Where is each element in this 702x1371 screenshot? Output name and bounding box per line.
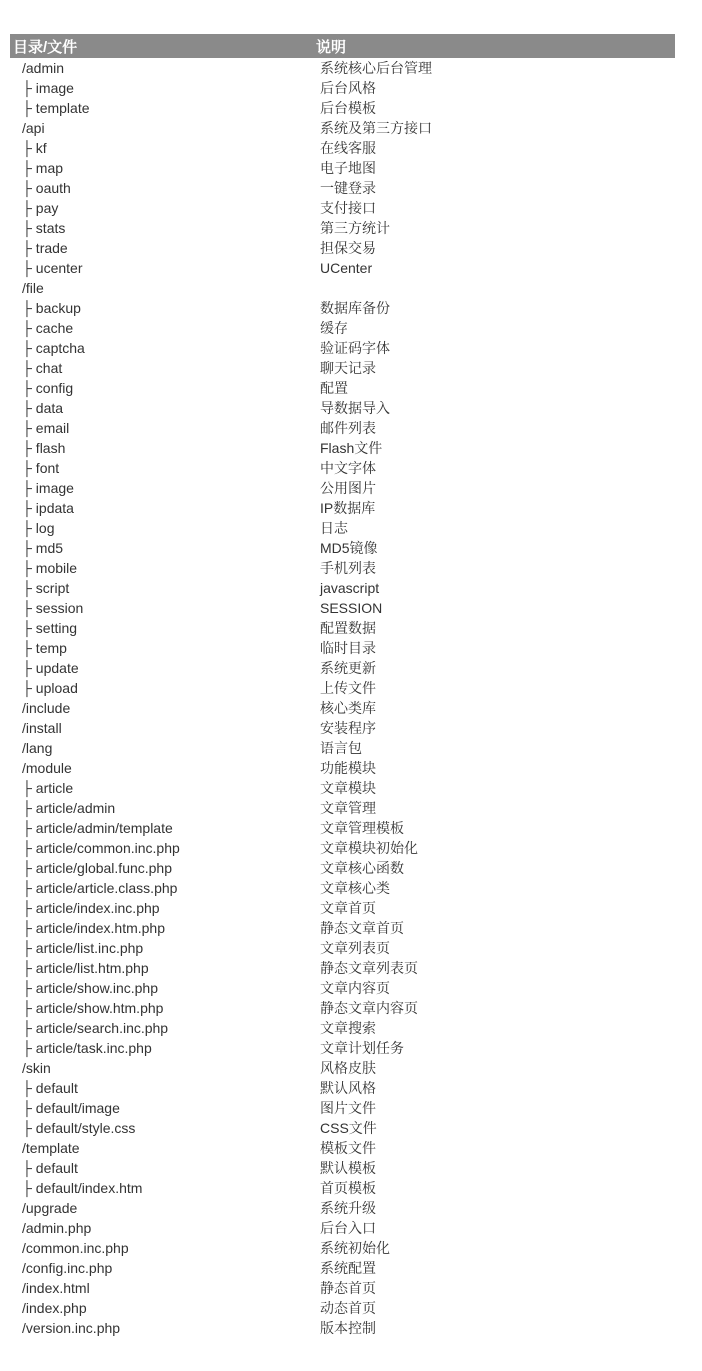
table-row (10, 198, 675, 218)
table-row (10, 98, 675, 118)
description-cell: CSS文件 (320, 1120, 377, 1136)
table-row (10, 578, 675, 598)
path-cell: ├ ucenter (22, 260, 83, 276)
description-cell: 系统核心后台管理 (320, 60, 432, 76)
table-row (10, 938, 675, 958)
path-cell: /lang (22, 740, 53, 756)
description-cell: 日志 (320, 520, 348, 536)
description-cell: 文章列表页 (320, 940, 390, 956)
path-cell: ├ mobile (22, 560, 78, 576)
path-cell: ├ ipdata (22, 500, 74, 516)
description-cell: 导数据导入 (320, 400, 390, 416)
table-row (10, 58, 675, 78)
path-cell: /index.html (22, 1280, 90, 1296)
path-cell: ├ trade (22, 240, 68, 256)
path-cell: ├ article/search.inc.php (22, 1020, 169, 1036)
description-cell: 静态文章内容页 (320, 1000, 418, 1016)
path-cell: /common.inc.php (22, 1240, 129, 1256)
path-cell: ├ article/admin (22, 800, 116, 816)
path-cell: /skin (22, 1060, 51, 1076)
description-cell: 默认风格 (320, 1080, 376, 1096)
path-cell: ├ image (22, 480, 74, 496)
table-row (10, 398, 675, 418)
description-cell: 核心类库 (320, 700, 376, 716)
table-row (10, 1258, 675, 1278)
path-cell: ├ kf (22, 140, 47, 156)
path-cell: ├ data (22, 400, 64, 416)
table-row (10, 1298, 675, 1318)
table-row (10, 758, 675, 778)
description-cell: 文章核心类 (320, 880, 390, 896)
table-row (10, 538, 675, 558)
path-cell: /index.php (22, 1300, 87, 1316)
table-header-row (10, 34, 675, 58)
path-cell: /module (22, 760, 72, 776)
path-cell: ├ upload (22, 680, 78, 696)
description-cell: 中文字体 (320, 460, 376, 476)
table-row (10, 878, 675, 898)
path-cell: ├ article/index.inc.php (22, 900, 160, 916)
description-cell: 支付接口 (320, 200, 376, 216)
description-cell (310, 278, 675, 298)
table-row (10, 118, 675, 138)
description-cell: 静态文章列表页 (320, 960, 418, 976)
table-row (10, 818, 675, 838)
table-row (10, 378, 675, 398)
description-cell: 风格皮肤 (320, 1060, 376, 1076)
table-row (10, 1038, 675, 1058)
table-row (10, 1138, 675, 1158)
path-cell: /api (22, 120, 45, 136)
path-cell: ├ stats (22, 220, 66, 236)
description-cell: 首页模板 (320, 1180, 376, 1196)
table-row (10, 678, 675, 698)
description-cell: 上传文件 (320, 680, 376, 696)
description-cell: 一键登录 (320, 180, 376, 196)
description-cell: 缓存 (320, 320, 348, 336)
table-row (10, 838, 675, 858)
description-cell: 配置 (320, 380, 348, 396)
description-cell: 文章首页 (320, 900, 376, 916)
description-cell: 图片文件 (320, 1100, 376, 1116)
table-row (10, 998, 675, 1018)
description-cell: 后台模板 (320, 100, 376, 116)
description-cell: 安装程序 (320, 720, 376, 736)
description-cell: javascript (320, 580, 380, 596)
path-cell: ├ session (22, 600, 84, 616)
path-cell: ├ article/global.func.php (22, 860, 173, 876)
description-cell: 系统配置 (320, 1260, 376, 1276)
description-cell: 默认模板 (320, 1160, 376, 1176)
path-cell: ├ backup (22, 300, 81, 316)
path-cell: ├ article/list.inc.php (22, 940, 144, 956)
directory-structure-table (10, 34, 675, 1338)
path-cell: ├ setting (22, 620, 78, 636)
description-cell: 语言包 (320, 740, 362, 756)
table-row (10, 358, 675, 378)
description-cell: 系统及第三方接口 (320, 120, 432, 136)
description-cell: 文章模块 (320, 780, 376, 796)
path-cell: ├ log (22, 520, 55, 536)
description-cell: 动态首页 (320, 1300, 376, 1316)
path-cell: ├ captcha (22, 340, 85, 356)
table-row (10, 1278, 675, 1298)
description-cell: 手机列表 (320, 560, 376, 576)
table-row (10, 1118, 675, 1138)
description-cell: 后台入口 (320, 1220, 376, 1236)
path-cell: ├ update (22, 660, 79, 676)
path-cell: ├ flash (22, 440, 66, 456)
path-cell: ├ article/common.inc.php (22, 840, 180, 856)
table-row (10, 778, 675, 798)
description-cell: 系统升级 (320, 1200, 376, 1216)
path-cell: /upgrade (22, 1200, 78, 1216)
path-cell: ├ cache (22, 320, 74, 336)
table-row (10, 238, 675, 258)
table-row (10, 1098, 675, 1118)
table-row (10, 278, 675, 298)
table-row (10, 418, 675, 438)
path-cell: ├ script (22, 580, 70, 596)
path-cell: ├ config (22, 380, 74, 396)
table-row (10, 518, 675, 538)
path-cell: ├ image (22, 80, 74, 96)
path-cell: ├ article/task.inc.php (22, 1040, 152, 1056)
description-cell: IP数据库 (320, 500, 376, 516)
path-cell: ├ article/show.htm.php (22, 1000, 164, 1016)
path-cell: ├ temp (22, 640, 67, 656)
table-row (10, 1318, 675, 1338)
path-cell: ├ default (22, 1080, 78, 1096)
table-row (10, 558, 675, 578)
table-row (10, 1218, 675, 1238)
path-cell: /config.inc.php (22, 1260, 113, 1276)
description-cell: 模板文件 (320, 1140, 376, 1156)
table-row (10, 498, 675, 518)
table-row (10, 218, 675, 238)
path-cell: ├ chat (22, 360, 63, 376)
path-cell: /install (22, 720, 62, 736)
table-row (10, 618, 675, 638)
description-cell: MD5镜像 (320, 540, 378, 556)
table-row (10, 638, 675, 658)
table-row (10, 1178, 675, 1198)
description-cell: 配置数据 (320, 620, 376, 636)
description-cell: 邮件列表 (320, 420, 376, 436)
table-row (10, 458, 675, 478)
path-cell: ├ article/index.htm.php (22, 920, 165, 936)
table-row (10, 138, 675, 158)
path-cell: ├ md5 (22, 540, 64, 556)
path-cell: ├ map (22, 160, 64, 176)
path-cell: ├ default/style.css (22, 1120, 136, 1136)
table-row (10, 798, 675, 818)
table-row (10, 298, 675, 318)
description-cell: 文章内容页 (320, 980, 390, 996)
path-cell: ├ pay (22, 200, 59, 216)
description-cell: 公用图片 (320, 480, 376, 496)
table-row (10, 78, 675, 98)
table-row (10, 478, 675, 498)
path-cell: ├ article/show.inc.php (22, 980, 158, 996)
path-cell: ├ article/article.class.php (22, 880, 178, 896)
table-row (10, 1158, 675, 1178)
path-cell: ├ default (22, 1160, 78, 1176)
description-cell: 验证码字体 (320, 340, 390, 356)
table-row (10, 858, 675, 878)
description-cell: 聊天记录 (320, 360, 376, 376)
table-row (10, 718, 675, 738)
path-cell: ├ oauth (22, 180, 71, 196)
column-header-description: 说明 (310, 34, 675, 58)
description-cell: 后台风格 (320, 80, 376, 96)
description-cell: 文章计划任务 (320, 1040, 404, 1056)
description-cell: SESSION (320, 600, 383, 616)
column-header-path: 目录/文件 (10, 34, 310, 58)
path-cell: ├ default/image (22, 1100, 120, 1116)
description-cell: 担保交易 (320, 240, 376, 256)
table-row (10, 658, 675, 678)
path-cell: ├ email (22, 420, 70, 436)
path-cell: /include (22, 700, 71, 716)
description-cell: 静态首页 (320, 1280, 376, 1296)
description-cell: 系统更新 (320, 660, 376, 676)
description-cell: 功能模块 (320, 760, 376, 776)
table-row (10, 1198, 675, 1218)
table-row (10, 1058, 675, 1078)
table-row (10, 918, 675, 938)
path-cell: ├ font (22, 460, 60, 476)
path-cell: ├ default/index.htm (22, 1180, 143, 1196)
table-row (10, 698, 675, 718)
table-row (10, 178, 675, 198)
description-cell: 文章搜索 (320, 1020, 376, 1036)
path-cell: ├ article (22, 780, 74, 796)
description-cell: 文章模块初始化 (320, 840, 418, 856)
table-row (10, 1238, 675, 1258)
description-cell: UCenter (320, 260, 373, 276)
table-row (10, 958, 675, 978)
table-row (10, 598, 675, 618)
path-cell: ├ template (22, 100, 90, 116)
description-cell: 第三方统计 (320, 220, 390, 236)
path-cell: ├ article/admin/template (22, 820, 173, 836)
description-cell: 文章管理 (320, 800, 376, 816)
table-row (10, 438, 675, 458)
table-row (10, 338, 675, 358)
table-row (10, 978, 675, 998)
description-cell: 电子地图 (320, 160, 376, 176)
description-cell: 静态文章首页 (320, 920, 404, 936)
description-cell: 系统初始化 (320, 1240, 390, 1256)
description-cell: 文章核心函数 (320, 860, 404, 876)
description-cell: 数据库备份 (320, 300, 390, 316)
description-cell: 临时目录 (320, 640, 376, 656)
path-cell: /version.inc.php (22, 1320, 121, 1336)
table-row (10, 898, 675, 918)
description-cell: Flash文件 (320, 440, 383, 456)
table-row (10, 258, 675, 278)
path-cell: ├ article/list.htm.php (22, 960, 149, 976)
path-cell: /template (22, 1140, 80, 1156)
table-body (10, 58, 675, 1338)
table-row (10, 1078, 675, 1098)
table-row (10, 1018, 675, 1038)
table-row (10, 738, 675, 758)
path-cell: /file (22, 280, 44, 296)
path-cell: /admin (22, 60, 65, 76)
description-cell: 版本控制 (320, 1320, 376, 1336)
description-cell: 文章管理模板 (320, 820, 404, 836)
path-cell: /admin.php (22, 1220, 92, 1236)
description-cell: 在线客服 (320, 140, 376, 156)
table-row (10, 318, 675, 338)
table-row (10, 158, 675, 178)
